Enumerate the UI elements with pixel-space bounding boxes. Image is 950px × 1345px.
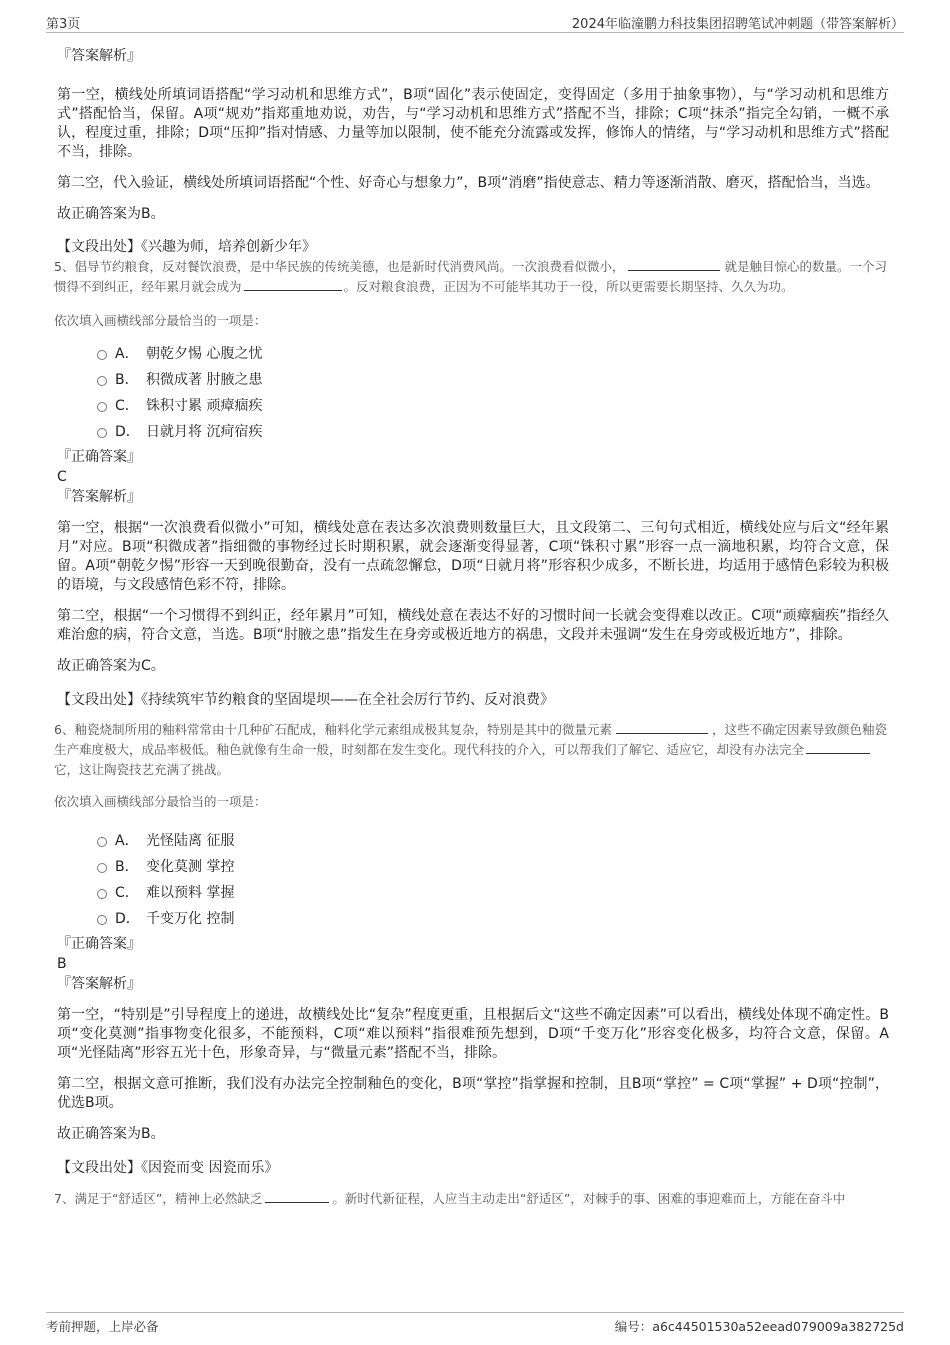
answer-blank xyxy=(265,1190,329,1203)
radio-icon[interactable] xyxy=(97,889,107,899)
question-hint: 依次填入画横线部分最恰当的一项是： xyxy=(54,313,267,328)
question-5-text: 5、倡导节约粮食，反对餐饮浪费，是中华民族的传统美德，也是新时代消费风尚。一次浪费看似微小， 就是触目惊心的数量。一个习惯得不到纠正，经年累月就会成为 。反对粮食浪费，正因为不可能毕其功于一役，所以更需要长期坚持、久久为功。 xyxy=(54,259,887,294)
option-d[interactable]: D． 千变万化 控制 xyxy=(57,906,889,932)
analysis-paragraph: 第一空，根据“一次浪费看似微小”可知，横线处意在表达多次浪费则数量巨大，且文段第二、三句句式相近，横线处应与后文“经年累月”对应。B项“积微成著”指细微的事物经过长时期积累，就会逐渐变得显著，C项“铢积寸累”形容一点一滴地积累，均符合文意，保留。A项“朝乾夕惕”形容一天到晚很勤奋，没有一点疏忽懈怠，D项“日就月将”形容积少成多，不断长进，均适用于感情色彩较为积极的语境，与文段感情色彩不符，排除。 xyxy=(57,520,889,593)
source-citation: 【文段出处】《兴趣为师，培养创新少年》 xyxy=(57,239,316,255)
question-hint: 依次填入画横线部分最恰当的一项是： xyxy=(54,794,267,809)
source-citation: 【文段出处】《因瓷而变 因瓷而乐》 xyxy=(57,1160,279,1176)
correct-answer: B xyxy=(57,956,67,972)
option-c[interactable]: C． 难以预料 掌握 xyxy=(57,880,889,906)
document-title: 2024年临潼鹏力科技集团招聘笔试冲刺题（带答案解析） xyxy=(571,17,904,32)
radio-icon[interactable] xyxy=(97,428,107,438)
radio-icon[interactable] xyxy=(97,350,107,360)
analysis-paragraph: 第二空，代入验证，横线处所填词语搭配“个性、好奇心与想象力”，B项“消磨”指使意志、精力等逐渐消散、磨灭，搭配恰当，当选。 xyxy=(57,175,880,191)
correct-answer-label: 『正确答案』 xyxy=(57,936,141,952)
option-c[interactable]: C． 铢积寸累 顽瘴痼疾 xyxy=(57,393,889,419)
analysis-label: 『答案解析』 xyxy=(57,48,141,64)
radio-icon[interactable] xyxy=(97,837,107,847)
analysis-paragraph: 第一空，“特别是”引导程度上的递进，故横线处比“复杂”程度更重，且根据后文“这些不确定因素”可以看出，横线处体现不确定性。B项“变化莫测”指事物变化很多，不能预料，C项“难以预料”指很难预先想到，D项“千变万化”形容变化极多，均符合文意，保留。A项“光怪陆离”形容五光十色，形象奇异，与“微量元素”搭配不当，排除。 xyxy=(57,1007,889,1061)
radio-icon[interactable] xyxy=(97,915,107,925)
analysis-paragraph: 第一空，横线处所填词语搭配“学习动机和思维方式”，B项“固化”表示使固定，变得固定（多用于抽象事物），与“学习动机和思维方式”搭配恰当，保留。A项“规劝”指郑重地劝说，劝告，与“学习动机和思维方式”搭配不当，排除；C项“抹杀”指完全勾销，一概不承认，程度过重，排除；D项“压抑”指对情感、力量等加以限制，使不能充分流露或发挥，修饰人的情绪，与“学习动机和思维方式”搭配不当，排除。 xyxy=(57,87,889,160)
page-number: 第3页 xyxy=(46,17,81,32)
analysis-paragraph: 第二空，根据文意可推断，我们没有办法完全控制釉色的变化，B项“掌控”指掌握和控制，且B项“掌控” = C项“掌握” + D项“控制”，优选B项。 xyxy=(57,1076,889,1111)
footer-slogan: 考前押题，上岸必备 xyxy=(46,1319,159,1334)
code-label: 编号： xyxy=(614,1319,653,1334)
answer-blank xyxy=(616,721,708,734)
conclusion: 故正确答案为C。 xyxy=(57,658,165,674)
option-d[interactable]: D． 日就月将 沉疴宿疾 xyxy=(57,419,889,445)
document-code xyxy=(615,1317,904,1335)
conclusion: 故正确答案为B。 xyxy=(57,206,165,222)
answer-blank xyxy=(628,258,720,271)
source-citation: 【文段出处】《持续筑牢节约粮食的坚固堤坝——在全社会厉行节约、反对浪费》 xyxy=(57,692,554,708)
question-6-options xyxy=(57,828,889,932)
question-5-options xyxy=(57,341,889,445)
page-content xyxy=(54,40,889,1209)
analysis-label: 『答案解析』 xyxy=(57,976,141,992)
radio-icon[interactable] xyxy=(97,863,107,873)
answer-blank xyxy=(806,741,870,754)
answer-blank xyxy=(244,278,342,291)
page-footer xyxy=(46,1312,904,1335)
analysis-paragraph: 第二空，根据“一个习惯得不到纠正，经年累月”可知，横线处意在表达不好的习惯时间一长就会变得难以改正。C项“顽瘴痼疾”指经久难治愈的病，符合文意，当选。B项“肘腋之患”指发生在身旁或极近地方的祸患，文段并未强调“发生在身旁或极近地方”，排除。 xyxy=(57,608,889,643)
radio-icon[interactable] xyxy=(97,402,107,412)
question-7-text: 7、满足于“舒适区”，精神上必然缺乏 。新时代新征程，人应当主动走出“舒适区”，对棘手的事、困难的事迎难而上，方能在奋斗中 xyxy=(54,1191,846,1206)
analysis-label: 『答案解析』 xyxy=(57,489,141,505)
correct-answer: C xyxy=(57,469,67,485)
page-header xyxy=(46,10,904,33)
conclusion: 故正确答案为B。 xyxy=(57,1126,165,1142)
option-b[interactable]: B． 变化莫测 掌控 xyxy=(57,854,889,880)
code-value: a6c44501530a52eead079009a382725d xyxy=(652,1319,904,1334)
correct-answer-label: 『正确答案』 xyxy=(57,449,141,465)
option-b[interactable]: B． 积微成著 肘腋之患 xyxy=(57,367,889,393)
option-a[interactable]: A． 朝乾夕惕 心腹之忧 xyxy=(57,341,889,367)
radio-icon[interactable] xyxy=(97,376,107,386)
option-a[interactable]: A． 光怪陆离 征服 xyxy=(57,828,889,854)
question-6-text: 6、釉瓷烧制所用的釉料常常由十几种矿石配成，釉料化学元素组成极其复杂，特别是其中的微量元素 ，这些不确定因素导致颜色釉瓷生产难度极大，成品率极低。釉色就像有生命一般，时刻都在发生变化。现代科技的介入，可以帮我们了解它、适应它，却没有办法完全它，这让陶瓷技艺充满了挑战。 xyxy=(54,722,887,777)
